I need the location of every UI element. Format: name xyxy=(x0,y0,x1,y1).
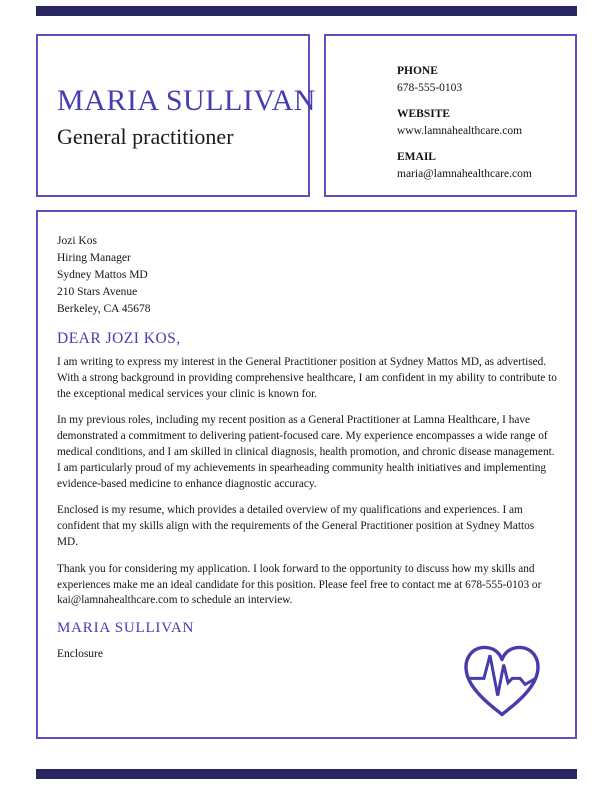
recipient-address-block xyxy=(57,233,558,318)
letter-body-box xyxy=(36,210,577,739)
contact-phone-label: PHONE xyxy=(397,65,438,77)
header-name-box xyxy=(36,34,316,197)
contact-phone-value: 678-555-0103 xyxy=(397,82,463,94)
heartbeat-icon xyxy=(459,640,545,722)
signature-name: MARIA SULLIVAN xyxy=(57,620,195,637)
contact-info-box xyxy=(324,34,577,197)
contact-email-label: EMAIL xyxy=(397,151,436,163)
contact-email xyxy=(397,149,575,183)
paragraph-intro: I am writing to express my interest in the General Practitioner position at Sydney Mattos MD, as advertised. With a strong background in providing comprehensive healthcare, I am confident in my ability to contribute to the exceptional medical services your clinic is known for. xyxy=(57,356,557,400)
recipient-role: Hiring Manager xyxy=(57,252,131,264)
applicant-job-title: General practitioner xyxy=(57,124,234,149)
contact-website xyxy=(397,106,575,140)
recipient-city: Berkeley, CA 45678 xyxy=(57,303,151,315)
salutation: DEAR JOZI KOS, xyxy=(57,330,181,347)
contact-phone xyxy=(397,63,575,97)
applicant-name: MARIA SULLIVAN xyxy=(57,84,316,117)
contact-website-value: www.lamnahealthcare.com xyxy=(397,125,523,137)
recipient-name: Jozi Kos xyxy=(57,235,97,247)
bottom-accent-bar xyxy=(36,769,577,779)
recipient-street: 210 Stars Avenue xyxy=(57,286,138,298)
recipient-company: Sydney Mattos MD xyxy=(57,269,148,281)
paragraph-closing: Thank you for considering my application. I look forward to the opportunity to discuss how my skills and experiences make me an ideal candidate for this position. Please feel free to contact me at 678-555-0103 or kai@lamnahealthcare.com to schedule an interview. xyxy=(57,562,542,607)
paragraph-experience: In my previous roles, including my recent position as a General Practitioner at Lamna Healthcare, I have demonstrated a commitment to delivering patient-focused care. My experience encompasses a wide range of medical conditions, and I am skilled in clinical diagnosis, health promotion, and chronic disease management. I am particularly proud of my achievements in spearheading community health initiatives and implementing evidence-based medicine to enhance diagnostic accuracy. xyxy=(57,414,555,490)
contact-website-label: WEBSITE xyxy=(397,108,451,120)
paragraph-resume: Enclosed is my resume, which provides a detailed overview of my qualifications and experiences. I am confident that my skills align with the requirements of the General Practitioner position at Sydney Mattos MD. xyxy=(57,504,535,548)
enclosure-note: Enclosure xyxy=(57,648,103,661)
top-accent-bar xyxy=(36,6,577,16)
contact-email-value: maria@lamnahealthcare.com xyxy=(397,168,532,180)
